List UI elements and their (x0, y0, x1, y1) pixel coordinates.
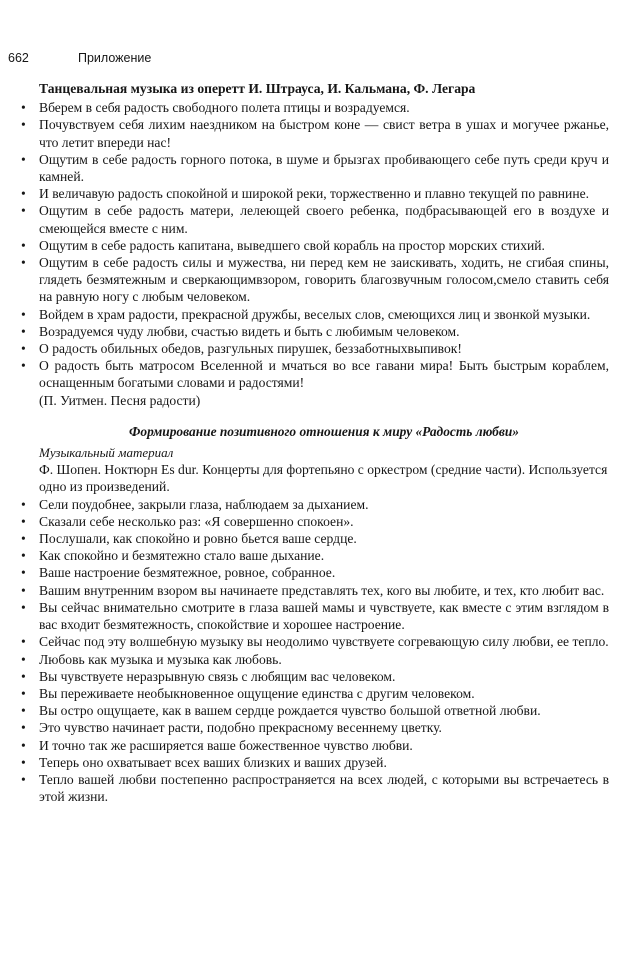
list-item: • Это чувство начинает расти, подобно прекрасному весеннему цветку. (21, 719, 609, 736)
material-label: Музыкальный материал (39, 445, 174, 461)
list-item: • Сказали себе несколько раз: «Я совершенно спокоен». (21, 513, 609, 530)
bullet-list (21, 99, 609, 391)
list-item: • Ощутим в себе радость капитана, выведшего свой корабль на простор морских стихий. (21, 237, 609, 254)
list-item: • И величавую радость спокойной и широкой реки, торжественно и плавно текущей по равнине. (21, 185, 609, 202)
list-item: • Вы сейчас внимательно смотрите в глаза вашей мамы и чувствуете, как вместе с этим взглядом в вас входит безмятежность, спокойствие и хорошее настроение. (21, 599, 609, 633)
section-title: Формирование позитивного отношения к миру «Радость любви» (128, 423, 519, 439)
list-item: • О радость обильных обедов, разгульных пирушек, беззаботныхвыпивок! (21, 340, 609, 357)
list-item: • Ощутим в себе радость матери, лелеющей своего ребенка, подбрасывающей его в воздухе и смеющейся вместе с ним. (21, 202, 609, 236)
list-item: • Вберем в себя радость свободного полета птицы и возрадуемся. (21, 99, 609, 116)
list-item: • Тепло вашей любви постепенно распространяется на всех людей, с которыми вы встречаетесь в этой жизни. (21, 771, 609, 805)
list-item: • Ваше настроение безмятежное, ровное, собранное. (21, 564, 609, 581)
list-item: • О радость быть матросом Вселенной и мчаться во все гавани мира! Быть быстрым кораблем, оснащенным богатыми словами и радостями! (21, 357, 609, 391)
page-content (21, 80, 609, 805)
citation: (П. Уитмен. Песня радости) (39, 392, 201, 408)
list-item: • Почувствуем себя лихим наездником на быстром коне — свист ветра в ушах и могучее ржанье, что летит впереди нас! (21, 116, 609, 150)
list-item: • Войдем в храм радости, прекрасной дружбы, веселых слов, смеющихся лиц и звонкой музыки. (21, 306, 609, 323)
list-item: • Ощутим в себе радость горного потока, в шуме и брызгах пробивающего себе путь среди круч и камней. (21, 151, 609, 185)
list-item: • Ощутим в себе радость силы и мужества, ни перед кем не заискивать, ходить, не сгибая спины, глядеть безмятежным и сверкающимвзором, говорить благозвучным голосом,смело ставить себя на равную ногу с любым человеком. (21, 254, 609, 306)
page-number: 662 (8, 51, 29, 65)
running-title: Приложение (78, 51, 152, 65)
list-item: • Теперь оно охватывает всех ваших близких и ваших друзей. (21, 754, 609, 771)
list-item: • Вашим внутренним взором вы начинаете представлять тех, кого вы любите, и тех, кто любит вас. (21, 582, 609, 599)
list-item: • И точно так же расширяется ваше божественное чувство любви. (21, 737, 609, 754)
list-item: • Любовь как музыка и музыка как любовь. (21, 651, 609, 668)
list-item: • Вы чувствуете неразрывную связь с любящим вас человеком. (21, 668, 609, 685)
list-item: • Возрадуемся чуду любви, счастью видеть и быть с любимым человеком. (21, 323, 609, 340)
list-item: • Послушали, как спокойно и ровно бьется ваше сердце. (21, 530, 609, 547)
list-item: • Вы остро ощущаете, как в вашем сердце рождается чувство большой ответной любви. (21, 702, 609, 719)
list-item: • Вы переживаете необыкновенное ощущение единства с другим человеком. (21, 685, 609, 702)
list-item: • Как спокойно и безмятежно стало ваше дыхание. (21, 547, 609, 564)
material-text: Ф. Шопен. Ноктюрн Es dur. Концерты для фортепьяно с оркестром (средние части). Используется одно из произведений. (39, 462, 608, 495)
section-title: Танцевальная музыка из оперетт И. Штрауса, И. Кальмана, Ф. Легара (39, 81, 476, 96)
bullet-list (21, 496, 609, 806)
page-header (8, 51, 151, 65)
list-item: • Сейчас под эту волшебную музыку вы неодолимо чувствуете согревающую силу любви, ее тепло. (21, 633, 609, 650)
list-item: • Сели поудобнее, закрыли глаза, наблюдаем за дыханием. (21, 496, 609, 513)
